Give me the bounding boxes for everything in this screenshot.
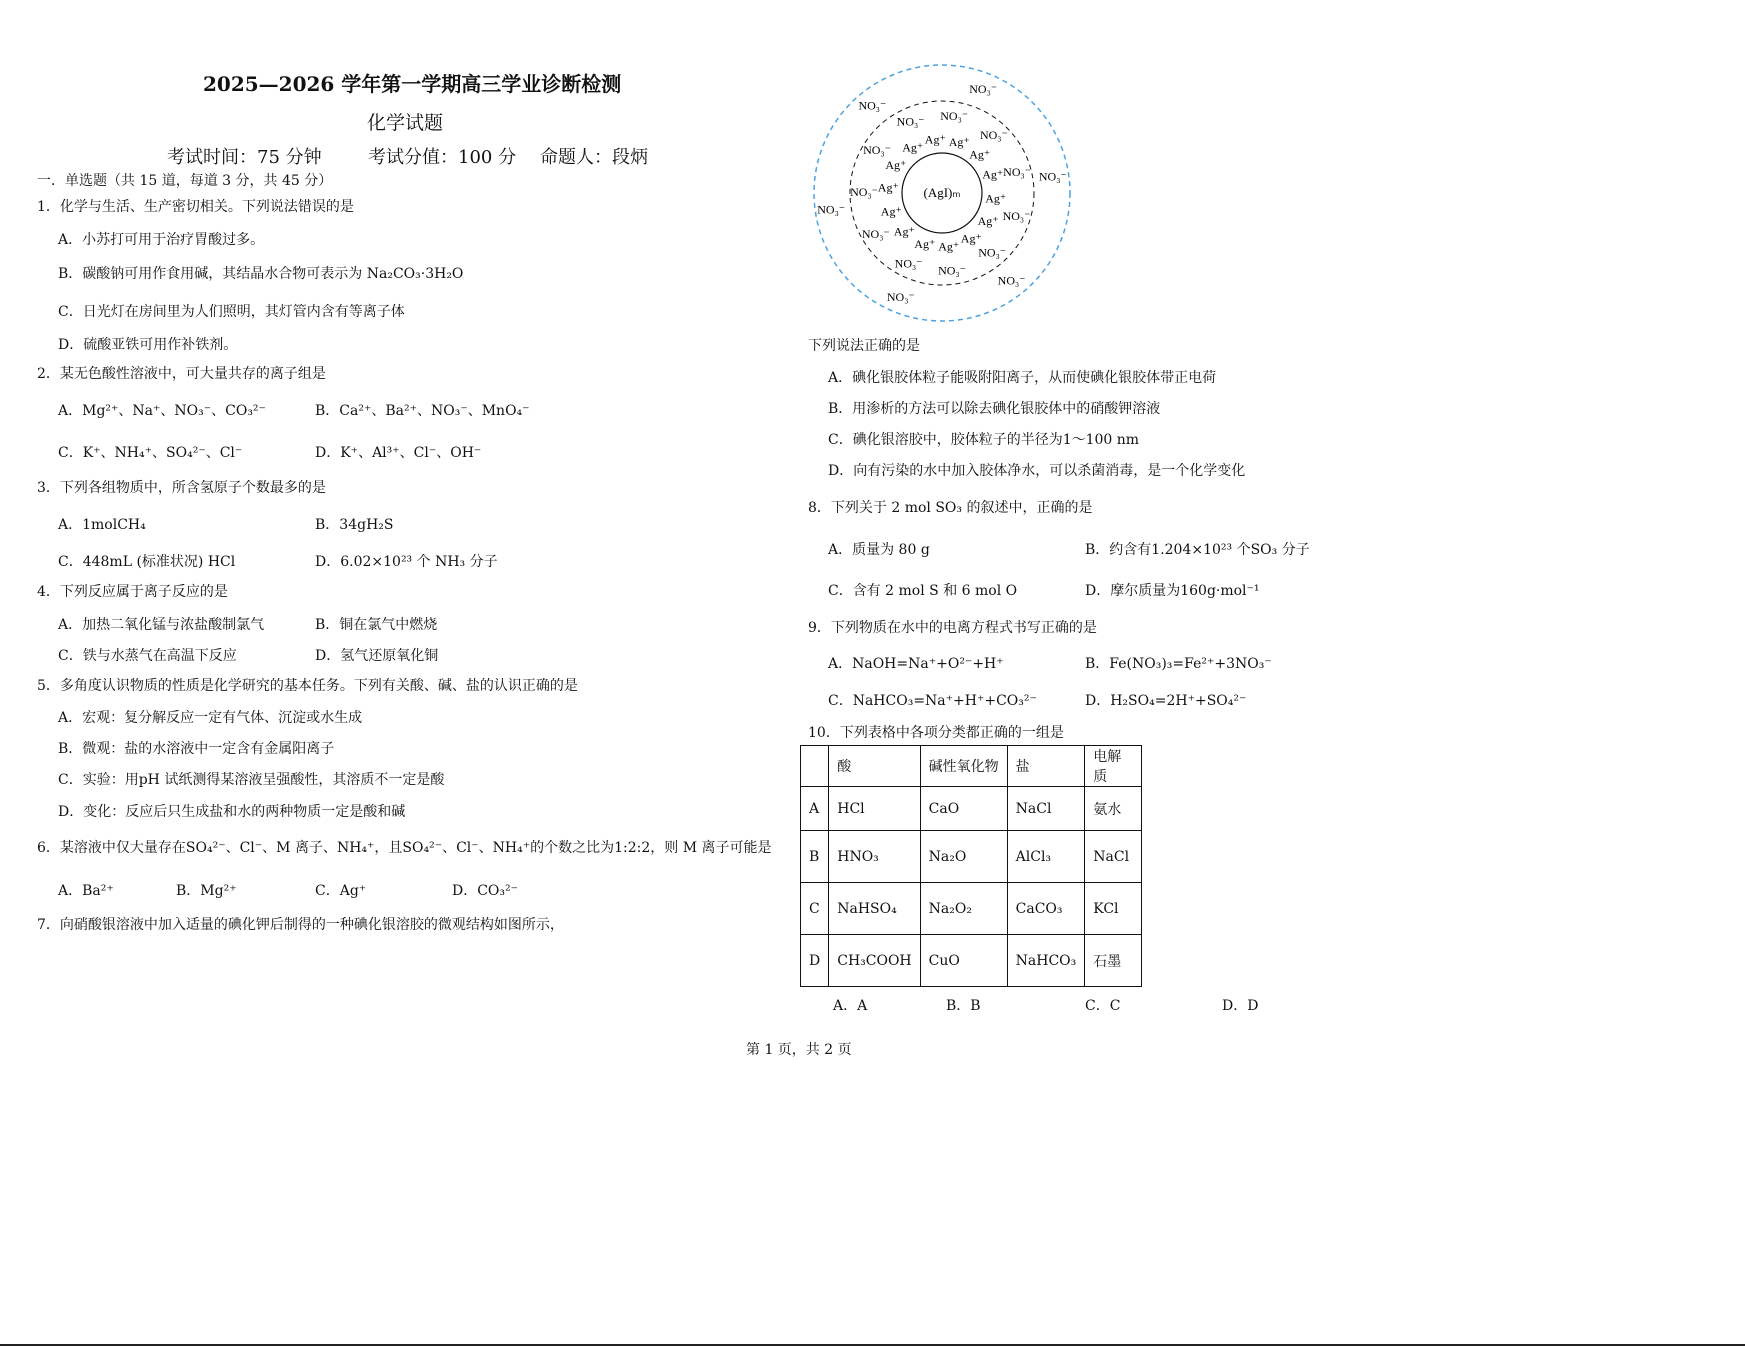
table-header-cell: 电解质 (1085, 746, 1142, 787)
q8-option-b: B．约含有1.204×10²³ 个SO₃ 分子 (1085, 542, 1310, 558)
no3-ion-label: NO₃⁻ (858, 98, 887, 113)
q3-option-b: B．34gH₂S (315, 517, 394, 533)
q10-stem: 10．下列表格中各项分类都正确的一组是 (808, 725, 1064, 741)
q7-option-b: B．用渗析的方法可以除去碘化银胶体中的硝酸钾溶液 (828, 401, 1161, 417)
q4-option-d: D．氢气还原氧化铜 (315, 648, 439, 664)
table-row (801, 935, 1142, 987)
q6-stem: 6．某溶液中仅大量存在SO₄²⁻、Cl⁻、M 离子、NH₄⁺，且SO₄²⁻、Cl⁻、NH₄⁺的个数之比为1:2:2，则 M 离子可能是 (37, 840, 772, 856)
q7-option-a: A．碘化银胶体粒子能吸附阳离子，从而使碘化银胶体带正电荷 (828, 370, 1217, 386)
q2-option-a: A．Mg²⁺、Na⁺、NO₃⁻、CO₃²⁻ (58, 403, 266, 419)
ag-ion-label: Ag⁺ (960, 231, 982, 246)
q5-option-a: A．宏观：复分解反应一定有气体、沉淀或水生成 (58, 710, 363, 726)
q10-option-a: A．A (833, 998, 868, 1014)
q2-option-c: C．K⁺、NH₄⁺、SO₄²⁻、Cl⁻ (58, 445, 243, 461)
q2-option-b: B．Ca²⁺、Ba²⁺、NO₃⁻、MnO₄⁻ (315, 403, 530, 419)
q8-option-d: D．摩尔质量为160g·mol⁻¹ (1085, 583, 1260, 599)
no3-ion-label: NO₃⁻ (850, 184, 878, 199)
ag-ion-label: Ag⁺ (977, 214, 999, 229)
no3-ion-label: NO₃⁻ (979, 127, 1008, 142)
no3-ion-label: NO₃⁻ (817, 202, 846, 217)
table-cell: Na₂O (920, 831, 1007, 883)
table-cell: HNO₃ (829, 831, 920, 883)
exam-score: 考试分值：100 分 (368, 147, 517, 168)
table-cell: CH₃COOH (829, 935, 920, 987)
table-row (801, 883, 1142, 935)
table-cell: NaHCO₃ (1007, 935, 1085, 987)
q8-option-a: A．质量为 80 g (828, 542, 930, 558)
q6-option-c: C．Ag⁺ (315, 883, 367, 899)
q6-option-a: A．Ba²⁺ (58, 883, 114, 899)
q1-option-b: B．碳酸钠可用作食用碱，其结晶水合物可表示为 Na₂CO₃·3H₂O (58, 266, 464, 282)
q1-option-d: D．硫酸亚铁可用作补铁剂。 (58, 337, 238, 353)
q7-stem: 7．向硝酸银溶液中加入适量的碘化钾后制得的一种碘化银溶胶的微观结构如图所示， (37, 917, 564, 933)
table-header-row (801, 746, 1142, 787)
page-footer: 第 1 页，共 2 页 (746, 1042, 852, 1058)
ag-ion-label: Ag⁺ (877, 180, 899, 195)
q10-option-c: C．C (1085, 998, 1121, 1014)
ag-ion-label: Ag⁺ (914, 237, 936, 252)
q6-option-d: D．CO₃²⁻ (452, 883, 519, 899)
ag-ion-label: Ag⁺ (924, 132, 946, 147)
exam-subject: 化学试题 (367, 112, 444, 134)
table-cell: D (801, 935, 829, 987)
q4-option-b: B．铜在氯气中燃烧 (315, 617, 438, 633)
no3-ion-label: NO₃⁻ (940, 109, 969, 123)
no3-ion-label: NO₃⁻ (997, 273, 1026, 288)
q4-option-c: C．铁与水蒸气在高温下反应 (58, 648, 237, 664)
table-cell: Na₂O₂ (920, 883, 1007, 935)
q3-option-d: D．6.02×10²³ 个 NH₃ 分子 (315, 554, 498, 570)
ag-ion-label: Ag⁺ (969, 147, 991, 162)
q8-option-c: C．含有 2 mol S 和 6 mol O (828, 583, 1018, 599)
table-header-cell: 碱性氧化物 (920, 746, 1007, 787)
table-row (801, 787, 1142, 831)
table-cell: B (801, 831, 829, 883)
no3-ion-label: NO₃⁻ (938, 263, 966, 278)
q5-stem: 5．多角度认识物质的性质是化学研究的基本任务。下列有关酸、碱、盐的认识正确的是 (37, 678, 578, 694)
no3-ion-label: NO₃⁻ (978, 245, 1007, 260)
table-cell: CuO (920, 935, 1007, 987)
table-cell: CaCO₃ (1007, 883, 1085, 935)
table-cell: HCl (829, 787, 920, 831)
q10-option-d: D．D (1222, 998, 1259, 1014)
q4-option-a: A．加热二氧化锰与浓盐酸制氯气 (58, 617, 265, 633)
q4-stem: 4．下列反应属于离子反应的是 (37, 584, 228, 600)
table-row (801, 831, 1142, 883)
no3-ion-label: NO₃⁻ (896, 114, 925, 129)
table-cell: KCl (1085, 883, 1142, 935)
q6-option-b: B．Mg²⁺ (176, 883, 237, 899)
table-cell: NaCl (1007, 787, 1085, 831)
no3-ion-label: NO₃⁻ (1003, 165, 1032, 180)
q3-option-a: A．1molCH₄ (58, 517, 146, 533)
q7-option-d: D．向有污染的水中加入胶体净水，可以杀菌消毒，是一个化学变化 (828, 463, 1246, 479)
q1-stem: 1．化学与生活、生产密切相关。下列说法错误的是 (37, 199, 354, 215)
q9-option-d: D．H₂SO₄=2H⁺+SO₄²⁻ (1085, 693, 1247, 709)
q8-stem: 8．下列关于 2 mol SO₃ 的叙述中，正确的是 (808, 500, 1093, 516)
q1-option-c: C．日光灯在房间里为人们照明，其灯管内含有等离子体 (58, 304, 405, 320)
ag-ion-label: Ag⁺ (938, 239, 960, 254)
section-heading: 一．单选题（共 15 道，每道 3 分，共 45 分） (37, 173, 333, 189)
table-cell: A (801, 787, 829, 831)
table-header-cell (801, 746, 829, 787)
q2-option-d: D．K⁺、Al³⁺、Cl⁻、OH⁻ (315, 445, 482, 461)
q10-option-b: B．B (946, 998, 981, 1014)
table-header-cell: 酸 (829, 746, 920, 787)
q2-stem: 2．某无色酸性溶液中，可大量共存的离子组是 (37, 366, 326, 382)
ag-ion-label: Ag⁺ (893, 224, 915, 239)
q3-option-c: C．448mL (标准状况) HCl (58, 554, 236, 570)
ag-ion-label: Ag⁺ (880, 204, 902, 219)
exam-author: 命题人：段炳 (540, 147, 648, 168)
ag-ion-label: Ag⁺ (902, 140, 924, 155)
page-bottom-rule (0, 1344, 1745, 1346)
table-cell: AlCl₃ (1007, 831, 1085, 883)
no3-ion-label: NO₃⁻ (886, 290, 915, 305)
table-cell: NaCl (1085, 831, 1142, 883)
classification-table (800, 745, 1142, 987)
ag-ion-label: Ag⁺ (948, 134, 970, 149)
agi-colloid-diagram (806, 62, 1078, 324)
table-cell: C (801, 883, 829, 935)
table-cell: 氨水 (1085, 787, 1142, 831)
no3-ion-label: NO₃⁻ (861, 227, 890, 242)
table-cell: CaO (920, 787, 1007, 831)
q9-option-a: A．NaOH=Na⁺+O²⁻+H⁺ (828, 656, 1004, 672)
q9-option-c: C．NaHCO₃=Na⁺+H⁺+CO₃²⁻ (828, 693, 1037, 709)
exam-time: 考试时间：75 分钟 (167, 147, 322, 168)
no3-ion-label: NO₃⁻ (863, 142, 891, 157)
ag-ion-label: Ag⁺ (982, 167, 1004, 182)
q9-option-b: B．Fe(NO₃)₃=Fe²⁺+3NO₃⁻ (1085, 656, 1272, 672)
q5-option-c: C．实验：用pH 试纸测得某溶液呈强酸性，其溶质不一定是酸 (58, 772, 445, 788)
no3-ion-label: NO₃⁻ (1002, 209, 1031, 224)
table-cell: NaHSO₄ (829, 883, 920, 935)
ag-ion-label: Ag⁺ (985, 191, 1007, 206)
no3-ion-label: NO₃⁻ (969, 81, 998, 96)
q3-stem: 3．下列各组物质中，所含氢原子个数最多的是 (37, 480, 326, 496)
no3-ion-label: NO₃⁻ (894, 256, 923, 271)
exam-title: 2025—2026 学年第一学期高三学业诊断检测 (203, 72, 622, 96)
q1-option-a: A．小苏打可用于治疗胃酸过多。 (58, 232, 265, 248)
ag-ion-label: Ag⁺ (885, 157, 907, 172)
table-cell: 石墨 (1085, 935, 1142, 987)
q5-option-d: D．变化：反应后只生成盐和水的两种物质一定是酸和碱 (58, 804, 406, 820)
table-header-cell: 盐 (1007, 746, 1085, 787)
no3-ion-label: NO₃⁻ (1038, 169, 1067, 184)
q7-option-c: C．碘化银溶胶中，胶体粒子的半径为1～100 nm (828, 432, 1140, 448)
q5-option-b: B．微观：盐的水溶液中一定含有金属阳离子 (58, 741, 335, 757)
agi-core-label: (AgI)ₘ (923, 185, 961, 200)
q7-prompt: 下列说法正确的是 (808, 338, 920, 354)
q9-stem: 9．下列物质在水中的电离方程式书写正确的是 (808, 620, 1097, 636)
